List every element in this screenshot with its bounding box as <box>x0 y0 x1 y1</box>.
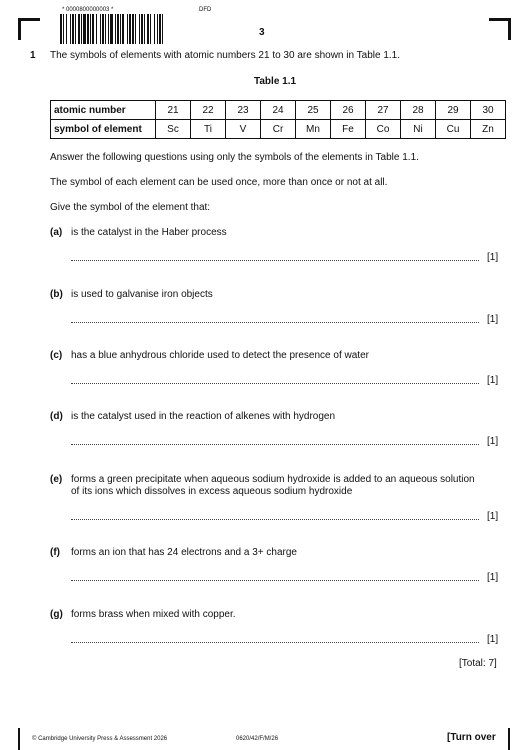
part-d-mark: [1] <box>487 436 499 447</box>
corner-mark-top-right-vertical <box>508 18 511 40</box>
symbol-cell: Fe <box>331 120 366 139</box>
centre-code: DFD <box>199 7 212 13</box>
part-e-mark: [1] <box>487 511 499 522</box>
symbol-cell: Ni <box>401 120 436 139</box>
question-total: [Total: 7] <box>459 658 497 669</box>
atomic-number-cell: 21 <box>156 101 191 120</box>
part-g-label: (g) <box>50 609 63 620</box>
part-f-label: (f) <box>50 547 60 558</box>
part-g-text: forms brass when mixed with copper. <box>71 609 236 620</box>
instruction-3: Give the symbol of the element that: <box>50 202 211 213</box>
corner-mark-top-left-vertical <box>18 18 21 40</box>
symbol-cell: Co <box>366 120 401 139</box>
question-number: 1 <box>30 50 36 61</box>
symbol-cell: Cu <box>436 120 471 139</box>
barcode-text: * 0000800000003 * <box>62 7 114 13</box>
part-g-mark: [1] <box>487 634 499 645</box>
page-number: 3 <box>259 27 265 38</box>
part-e-text: forms a green precipitate when aqueous sodium hydroxide is added to an aqueous solution <box>71 474 475 485</box>
turn-over: [Turn over <box>447 732 496 743</box>
part-a-mark: [1] <box>487 252 499 263</box>
part-d-answer-line[interactable] <box>71 443 479 445</box>
symbol-cell: Zn <box>471 120 506 139</box>
part-f-text: forms an ion that has 24 electrons and a 3+ charge <box>71 547 297 558</box>
part-e-text-continued: of its ions which dissolves in excess aqueous sodium hydroxide <box>71 486 353 497</box>
part-a-text: is the catalyst in the Haber process <box>71 227 227 238</box>
symbol-cell: Sc <box>156 120 191 139</box>
row-header-atomic-number: atomic number <box>51 101 156 120</box>
elements-table <box>50 100 506 139</box>
part-f-answer-line[interactable] <box>71 579 479 581</box>
atomic-number-cell: 28 <box>401 101 436 120</box>
atomic-number-cell: 22 <box>191 101 226 120</box>
table-row-atomic-number <box>51 101 506 120</box>
part-b-text: is used to galvanise iron objects <box>71 289 213 300</box>
part-e-label: (e) <box>50 474 63 485</box>
part-b-answer-line[interactable] <box>71 321 479 323</box>
symbol-cell: Ti <box>191 120 226 139</box>
symbol-cell: Mn <box>296 120 331 139</box>
row-header-symbol: symbol of element <box>51 120 156 139</box>
part-a-label: (a) <box>50 227 63 238</box>
corner-mark-bottom-left <box>18 728 20 750</box>
question-intro: The symbols of elements with atomic numbers 21 to 30 are shown in Table 1.1. <box>50 50 400 61</box>
part-g-answer-line[interactable] <box>71 641 479 643</box>
part-d-text: is the catalyst used in the reaction of alkenes with hydrogen <box>71 411 336 422</box>
footer-paper-code: 0620/42/F/M/26 <box>236 736 279 742</box>
atomic-number-cell: 25 <box>296 101 331 120</box>
atomic-number-cell: 30 <box>471 101 506 120</box>
part-f-mark: [1] <box>487 572 499 583</box>
part-c-answer-line[interactable] <box>71 382 479 384</box>
part-b-mark: [1] <box>487 314 499 325</box>
corner-mark-bottom-right <box>508 728 510 750</box>
symbol-cell: Cr <box>261 120 296 139</box>
symbol-cell: V <box>226 120 261 139</box>
part-c-text: has a blue anhydrous chloride used to detect the presence of water <box>71 350 369 361</box>
atomic-number-cell: 24 <box>261 101 296 120</box>
instruction-1: Answer the following questions using only the symbols of the elements in Table 1.1. <box>50 152 419 163</box>
atomic-number-cell: 26 <box>331 101 366 120</box>
footer-copyright: © Cambridge University Press & Assessment 2026 <box>32 736 168 742</box>
table-title: Table 1.1 <box>254 76 297 87</box>
barcode <box>60 14 216 44</box>
atomic-number-cell: 27 <box>366 101 401 120</box>
part-c-mark: [1] <box>487 375 499 386</box>
part-a-answer-line[interactable] <box>71 259 479 261</box>
part-e-answer-line[interactable] <box>71 518 479 520</box>
table-row-symbol <box>51 120 506 139</box>
instruction-2: The symbol of each element can be used once, more than once or not at all. <box>50 177 388 188</box>
atomic-number-cell: 23 <box>226 101 261 120</box>
corner-mark-top-left <box>18 18 40 21</box>
part-d-label: (d) <box>50 411 63 422</box>
part-c-label: (c) <box>50 350 63 361</box>
atomic-number-cell: 29 <box>436 101 471 120</box>
part-b-label: (b) <box>50 289 63 300</box>
